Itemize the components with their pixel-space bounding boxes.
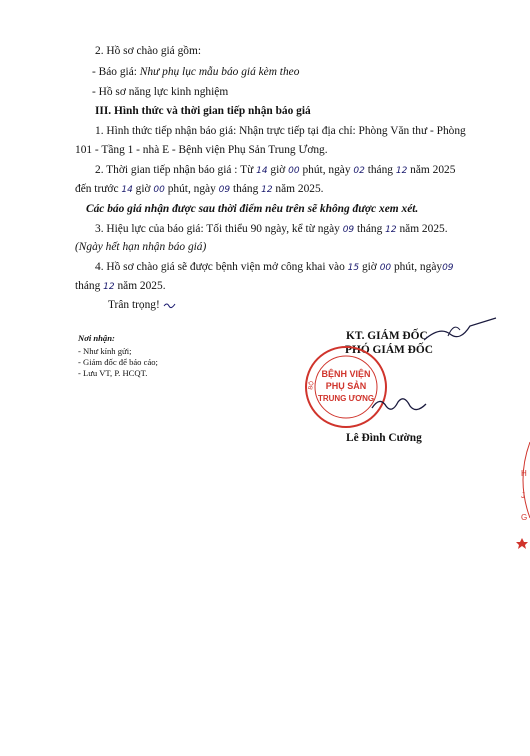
stamp-line-1: BỆNH VIỆN [321, 369, 371, 379]
svg-text:H: H [521, 469, 527, 478]
signature-scribble [370, 392, 430, 420]
stamp-side-text: BỘ [308, 380, 316, 391]
receipt-method-line2: 101 - Tầng 1 - nhà E - Bệnh viện Phụ Sản Trung Ương. [75, 144, 328, 156]
recipient-item: - Giám đốc để báo cáo; [78, 357, 158, 367]
quote-docs-item: - Báo giá: Như phụ lục mẫu báo giá kèm theo [92, 66, 300, 78]
section3-heading: III. Hình thức và thời gian tiếp nhận báo giá [95, 105, 311, 117]
opening-line1: 4. Hồ sơ chào giá sẽ được bệnh viện mở công khai vào 15 giờ 00 phút, ngày09 [95, 261, 454, 273]
late-submission-note: Các báo giá nhận được sau thời điểm nêu trên sẽ không được xem xét. [86, 203, 419, 215]
initial-mark-icon [163, 300, 177, 310]
signature-scribble-top [420, 316, 500, 346]
closing-text: Trân trọng! [108, 298, 177, 312]
stamp-line-2: PHỤ SẢN [325, 381, 367, 391]
opening-line2: tháng 12 năm 2025. [75, 280, 166, 292]
capability-docs-item: - Hồ sơ năng lực kinh nghiệm [92, 86, 229, 98]
svg-text:J: J [521, 491, 525, 500]
signer-name: Lê Đình Cường [346, 432, 422, 444]
recipients-title: Nơi nhận: [78, 333, 115, 343]
edge-seal-icon [508, 440, 530, 560]
receipt-method-line1: 1. Hình thức tiếp nhận báo giá: Nhận trực tiếp tại địa chỉ: Phòng Văn thư - Phòng [95, 125, 466, 137]
validity-line: 3. Hiệu lực của báo giá: Tối thiểu 90 ngày, kể từ ngày 09 tháng 12 năm 2025. [95, 223, 448, 235]
docs-list-heading: 2. Hồ sơ chào giá gồm: [95, 45, 201, 57]
svg-text:G: G [521, 513, 528, 522]
edge-stamp-fragment [508, 440, 530, 560]
receipt-time-line1: 2. Thời gian tiếp nhận báo giá : Từ 14 giờ 00 phút, ngày 02 tháng 12 năm 2025 [95, 164, 456, 176]
receipt-time-line2: đến trước 14 giờ 00 phút, ngày 09 tháng 12 năm 2025. [75, 183, 324, 195]
recipient-item: - Lưu VT, P. HCQT. [78, 368, 148, 378]
validity-note: (Ngày hết hạn nhận báo giá) [75, 241, 207, 253]
recipient-item: - Như kính gửi; [78, 346, 132, 356]
stamp-line-3: TRUNG ƯƠNG [317, 394, 375, 403]
signature-title-1: KT. GIÁM ĐỐC [346, 330, 428, 342]
signature-title-2: PHÓ GIÁM ĐỐC [345, 344, 433, 356]
